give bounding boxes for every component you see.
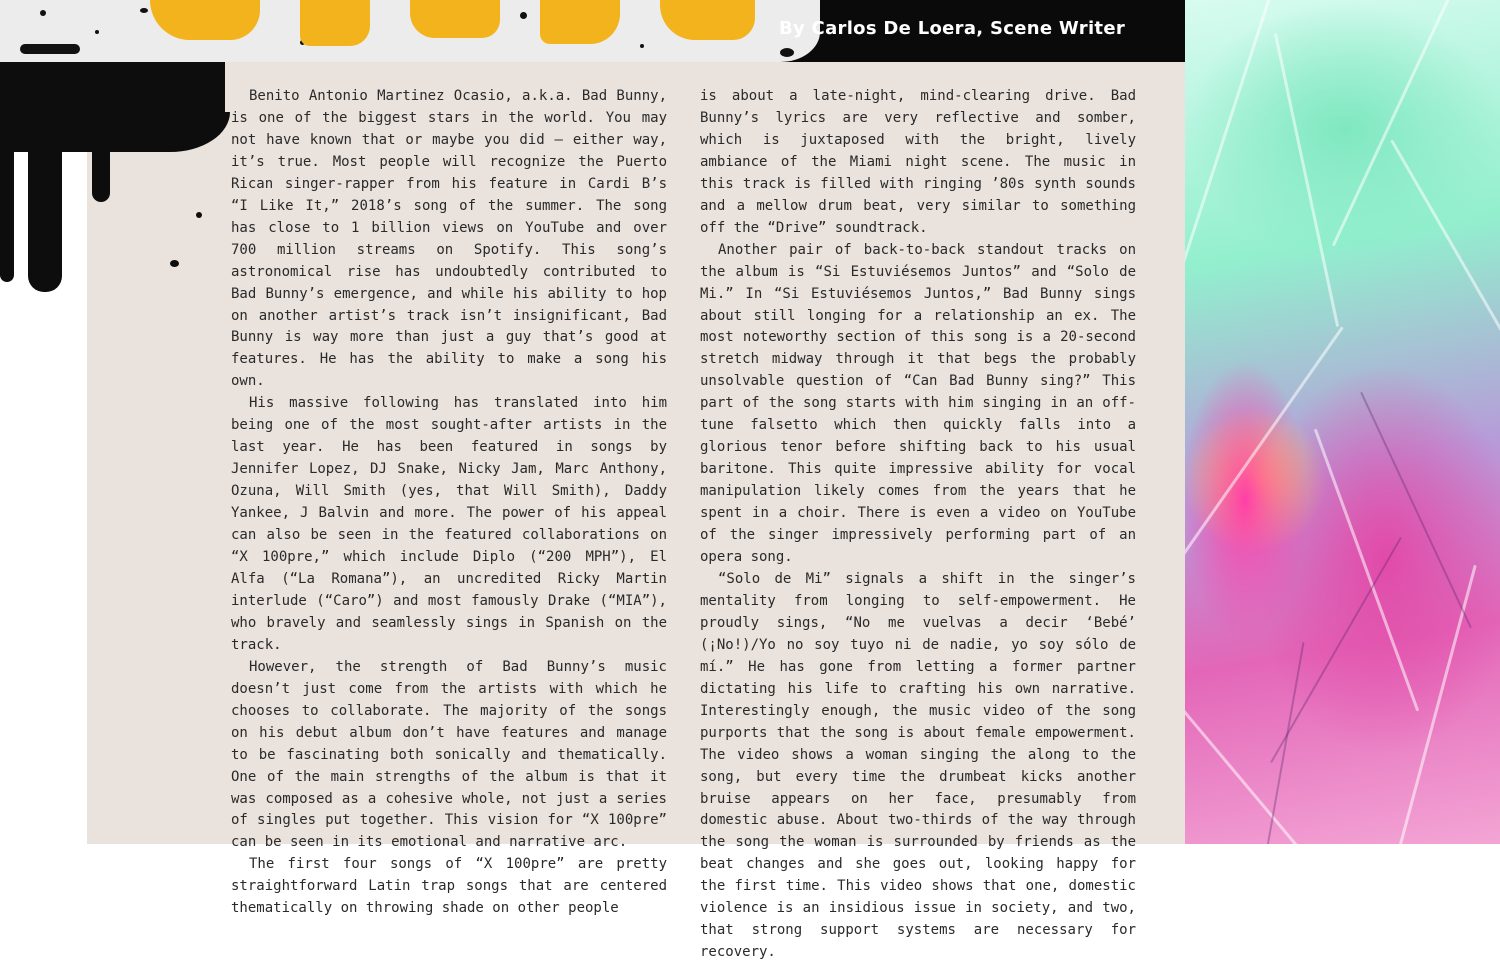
paragraph: His massive following has translated into him being one of the most sought-after artists in the last year. He has been featured in songs by Jennifer Lopez, DJ Snake, Nicky Jam, Marc Anthony, Ozuna, Will Smith (yes, that Will Smith), Daddy Yankee, J Balvin and more. The power of his appeal can also be seen in the featured collaborations on “X 100pre,” which include Diplo (“200 MPH”), El Alfa (“La Romana”), an uncredited Ricky Martin interlude (“Caro”) and most famously Drake (“MIA”), who bravely and seamlessly sings in Spanish on the track.	[231, 395, 667, 653]
paragraph: Another pair of back-to-back standout tracks on the album is “Si Estuviésemos Juntos” and “Solo de Mi.” In “Si Estuviésemos Juntos,” Bad Bunny sings about still longing for a relationship an ex. The most noteworthy section of this song is a 20-second stretch midway through it that begs the probably unsolvable question of “Can Bad Bunny sing?” This part of the song starts with him singing in an off-tune falsetto which then quickly falls into a glorious tenor before shifting back to his usual baritone. This quite impressive ability for vocal manipulation likely comes from the years that he spent in a choir. There is even a video on YouTube of the singer impressively performing part of an opera song.	[700, 241, 1136, 566]
paragraph: is about a late-night, mind-clearing drive. Bad Bunny’s lyrics are very reflective and somber, which is juxtaposed with the bright, lively ambiance of the Miami night scene. The music in this track is filled with ringing ’80s synth sounds and a mellow drum beat, very similar to something off the “Drive” soundtrack.	[700, 88, 1136, 236]
paragraph: “Solo de Mi” signals a shift in the singer’s mentality from longing to self-empowerment. He proudly sings, “No me vuelvas a decir ‘Bebé’ (¡No!)/Yo no soy tuyo ni de nadie, yo soy sólo de mí.” He has gone from letting a former partner dictating his life to crafting his own narrative. Interestingly enough, the music video of the song purports that the song is about female empowerment. The video shows a woman singing the along to the song, but every time the drumbeat kicks another bruise appears on her face, presumably from domestic abuse. About two-thirds of the way through the song the woman is surrounded by friends as the beat changes and she goes out, looking happy for the first time. This video shows that one, domestic violence is an insidious issue in society, and two, that strong support systems are necessary for recovery.	[700, 570, 1136, 961]
paragraph: The first four songs of “X 100pre” are pretty straightforward Latin trap songs that are centered thematically on throwing shade on other people	[231, 856, 667, 917]
ink-drip-graphic	[0, 62, 230, 362]
paragraph: Benito Antonio Martinez Ocasio, a.k.a. Bad Bunny, is one of the biggest stars in the world. You may not have known that or maybe you did — either way, it’s true. Most people will recognize the Puerto Rican singer-rapper from his feature in Cardi B’s “I Like It,” 2018’s song of the summer. The song has close to 1 billion views on YouTube and over 700 million streams on Spotify. This song’s astronomical rise has undoubtedly contributed to Bad Bunny’s emergence, and while his ability to hop on another artist’s track isn’t insignificant, Bad Bunny is way more than just a guy that’s good at features. He has the ability to make a song his own.	[231, 88, 667, 390]
article-column-right	[700, 86, 1136, 964]
cellophane-photo	[1185, 0, 1500, 844]
paragraph: However, the strength of Bad Bunny’s music doesn’t just come from the artists with which he chooses to collaborate. The majority of the songs on his debut album don’t have features and manage to be fascinating both sonically and thematically. One of the main strengths of the album is that it was composed as a cohesive whole, not just a series of singles put together. This vision for “X 100pre” can be seen in its emotional and narrative arc.	[231, 658, 667, 851]
header-band	[0, 0, 1185, 62]
byline: By Carlos De Loera, Scene Writer	[778, 18, 1125, 39]
article-column-left	[231, 86, 667, 920]
